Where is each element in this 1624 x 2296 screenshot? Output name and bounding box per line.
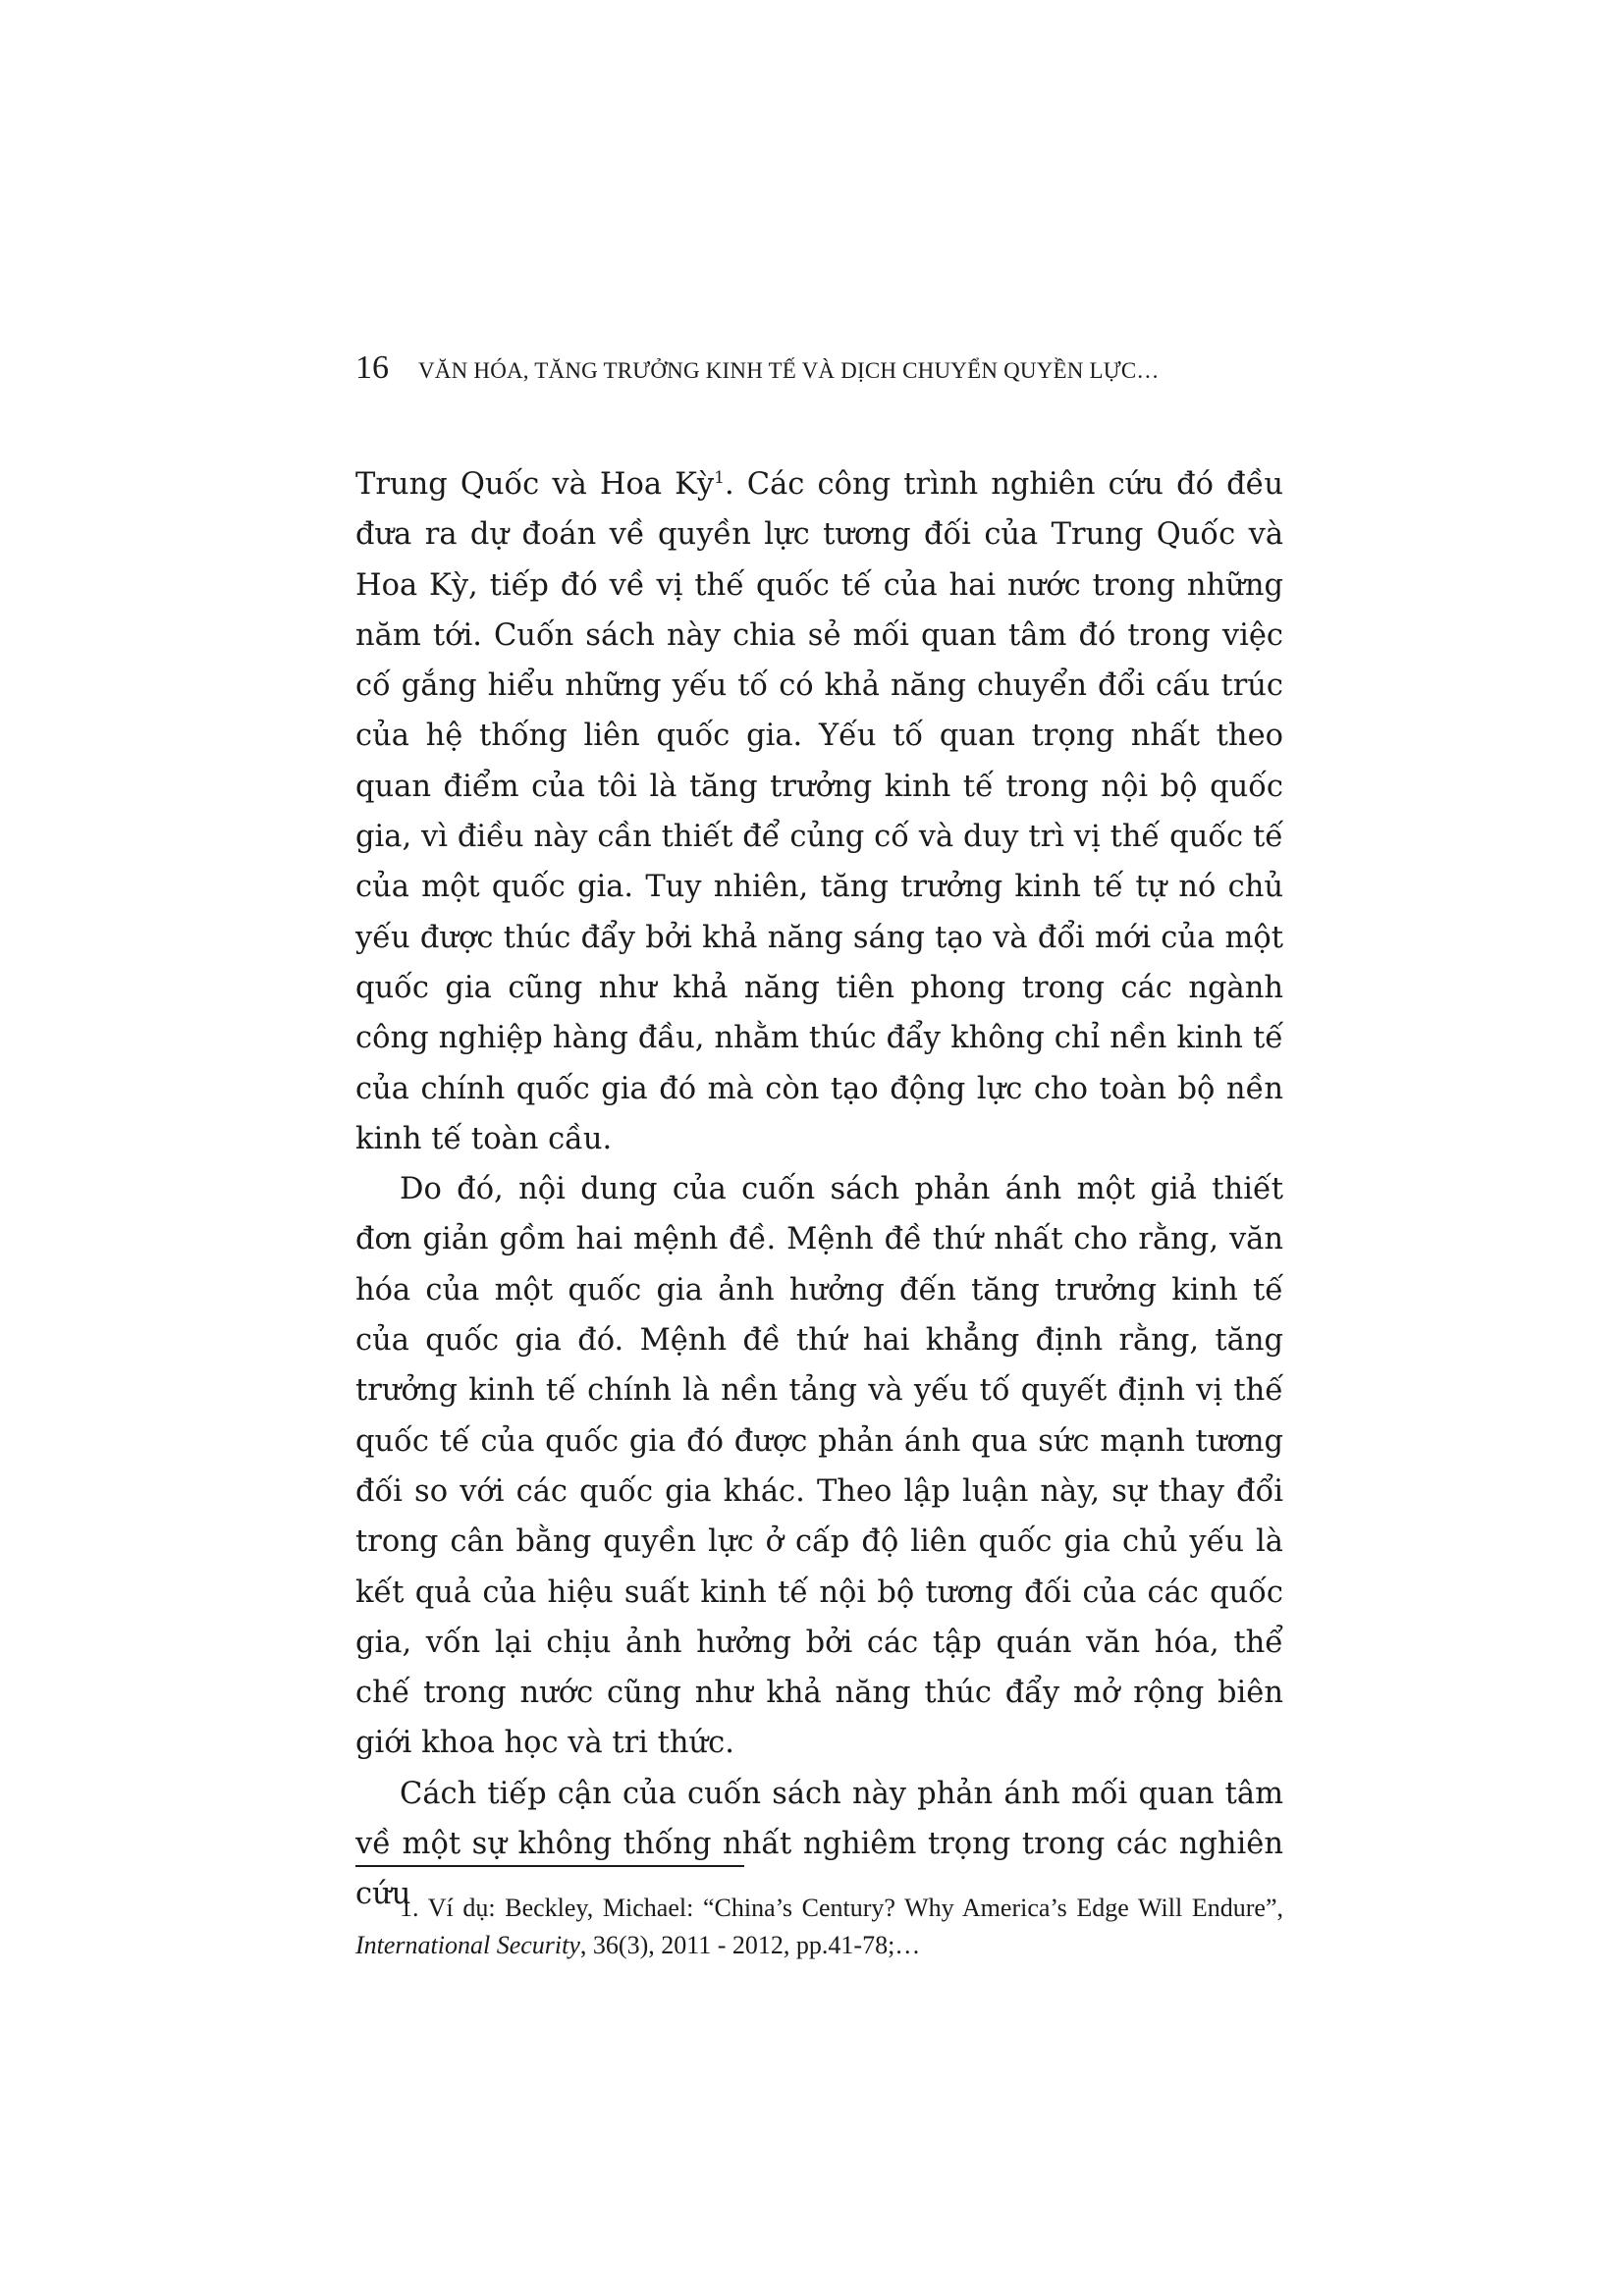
paragraph-1-rest: . Các công trình nghiên cứu đó đều đưa ra dự đoán về quyền lực tương đối của Trung Quốc và Hoa Kỳ, tiếp đó về vị thế quốc tế của hai nước trong những năm tới. Cuốn sách này chia sẻ mối quan tâm đó trong việc cố gắng hiểu những yếu tố có khả năng chuyển đổi cấu trúc của hệ thống liên quốc gia. Yếu tố quan trọng nhất theo quan điểm của tôi là tăng trưởng kinh tế trong nội bộ quốc gia, vì điều này cần thiết để củng cố và duy trì vị thế quốc tế của một quốc gia. Tuy nhiên, tăng trưởng kinh tế tự nó chủ yếu được thúc đẩy bởi khả năng sáng tạo và đổi mới của một quốc gia cũng như khả năng tiên phong trong các ngành công nghiệp hàng đầu, nhằm thúc đẩy không chỉ nền kinh tế của chính quốc gia đó mà còn tạo động lực cho toàn bộ nền kinh tế toàn cầu. [355, 467, 1283, 1156]
paragraph-2: Do đó, nội dung của cuốn sách phản ánh một giả thiết đơn giản gồm hai mệnh đề. Mệnh đề thứ nhất cho rằng, văn hóa của một quốc gia ảnh hưởng đến tăng trưởng kinh tế của quốc gia đó. Mệnh đề thứ hai khẳng định rằng, tăng trưởng kinh tế chính là nền tảng và yếu tố quyết định vị thế quốc tế của quốc gia đó được phản ánh qua sức mạnh tương đối so với các quốc gia khác. Theo lập luận này, sự thay đổi trong cân bằng quyền lực ở cấp độ liên quốc gia chủ yếu là kết quả của hiệu suất kinh tế nội bộ tương đối của các quốc gia, vốn lại chịu ảnh hưởng bởi các tập quán văn hóa, thể chế trong nước cũng như khả năng thúc đẩy mở rộng biên giới khoa học và tri thức. [355, 1172, 1283, 1761]
footnote-journal: International Security [355, 1931, 580, 1959]
page-number: 16 [355, 349, 389, 386]
footnote-text-end: , 36(3), 2011 - 2012, pp.41-78;… [579, 1931, 921, 1959]
paragraph-1 [355, 459, 1283, 1164]
footnote-1 [355, 1890, 1283, 1964]
paragraph-3: Cách tiếp cận của cuốn sách này phản ánh mối quan tâm về một sự không thống nhất nghiêm trọng trong các nghiên cứu [355, 1776, 1283, 1912]
running-header [355, 349, 1298, 387]
footnote-divider [355, 1865, 744, 1867]
footnote-text-start: 1. Ví dụ: Beckley, Michael: “China’s Century? Why America’s Edge Will Endure”, [400, 1894, 1283, 1922]
footnote-reference[interactable]: 1 [714, 467, 725, 488]
main-text [355, 459, 1283, 1920]
paragraph-1-start: Trung Quốc và Hoa Kỳ [355, 467, 715, 502]
running-title: VĂN HÓA, TĂNG TRƯỞNG KINH TẾ VÀ DỊCH CHUYỂN QUYỀN LỰC… [418, 358, 1160, 383]
